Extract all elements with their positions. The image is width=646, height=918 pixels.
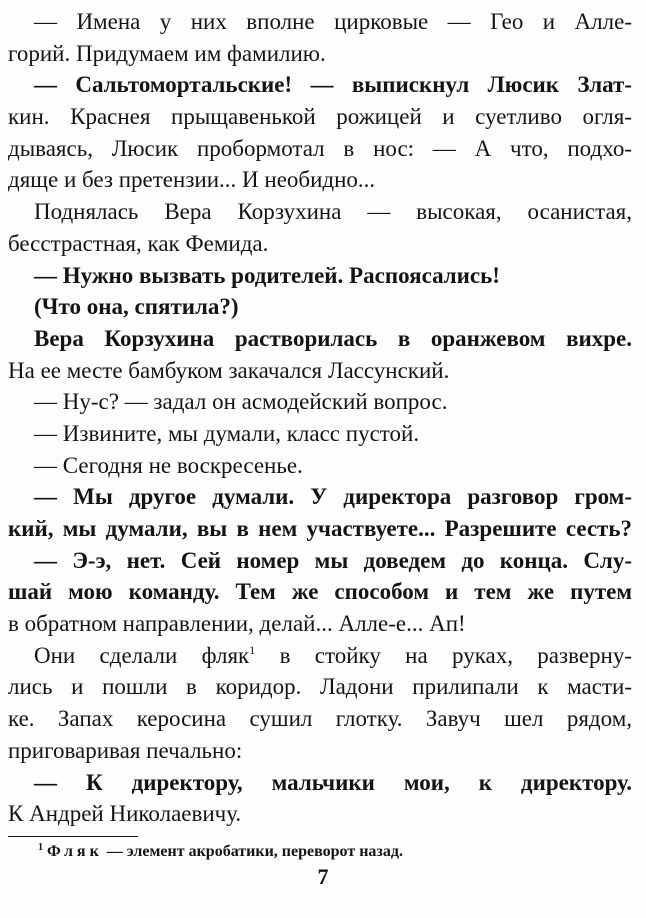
text-line: кий, мы думали, вы в нем участвуете... Разрешите сесть?	[8, 516, 632, 541]
text-line: — Нужно вызвать родителей. Распоясались!	[34, 262, 500, 288]
text-line: — Извините, мы думали, класс пустой.	[34, 420, 420, 446]
text-line: — Имена у них вполне цирковые — Гео и Алле-	[34, 9, 632, 34]
footnote-term: Фляк	[47, 843, 103, 860]
text-line: приговаривая печально:	[8, 737, 243, 763]
text-line: На ее месте бамбуком закачался Лассунский.	[8, 357, 450, 383]
text-line: в обратном направлении, делай... Алле-е... Ап!	[8, 611, 466, 637]
text-line: — Ну-с? — задал он асмодейский вопрос.	[34, 389, 448, 415]
footnote-divider	[8, 836, 138, 837]
text-line-with-footnote	[8, 640, 632, 672]
text-fragment: Они сделали фляк	[34, 642, 250, 668]
text-fragment: в стойку на руках, разверну-	[279, 642, 632, 668]
text-line: горий. Придумаем им фамилию.	[8, 40, 326, 66]
footnote-marker: 1	[38, 842, 43, 853]
text-line: — Сегодня не воскресенье.	[34, 452, 303, 478]
text-line: дываясь, Люсик пробормотал в нос: — А что, подхо-	[8, 135, 632, 161]
text-line: Поднялась Вера Корзухина — высокая, осанистая,	[34, 199, 632, 225]
text-line: дяще и без претензии... И необидно...	[8, 167, 376, 193]
text-line: Вера Корзухина растворилась в оранжевом вихре.	[34, 325, 632, 351]
footnote	[38, 841, 598, 863]
text-line: ке. Запах керосина сушил глотку. Завуч шел рядом,	[8, 706, 632, 732]
text-line: бесстрастная, как Фемида.	[8, 230, 269, 256]
text-line: кин. Краснея прыщавенькой рожицей и суетливо огля-	[8, 104, 632, 130]
footnote-reference[interactable]: 1	[249, 642, 256, 657]
body-text	[8, 6, 632, 830]
text-line: шай мою команду. Тем же способом и тем же путем	[8, 579, 632, 605]
text-line: — К директору, мальчики мои, к директору.	[34, 769, 632, 795]
page-number: 7	[317, 864, 329, 889]
text-line: — Сальтомортальские! — выпискнул Люсик Злат-	[34, 72, 632, 98]
text-line: лись и пошли в коридор. Ладони прилипали к масти-	[8, 674, 632, 700]
text-line: К Андрей Николаевичу.	[8, 801, 242, 827]
text-line: — Э-э, нет. Сей номер мы доведем до конца. Слу-	[34, 547, 632, 573]
text-line: — Мы другое думали. У директора разговор гром-	[34, 484, 632, 510]
footnote-definition: — элемент акробатики, переворот назад.	[102, 843, 403, 860]
text-line: (Что она, спятила?)	[34, 294, 239, 320]
